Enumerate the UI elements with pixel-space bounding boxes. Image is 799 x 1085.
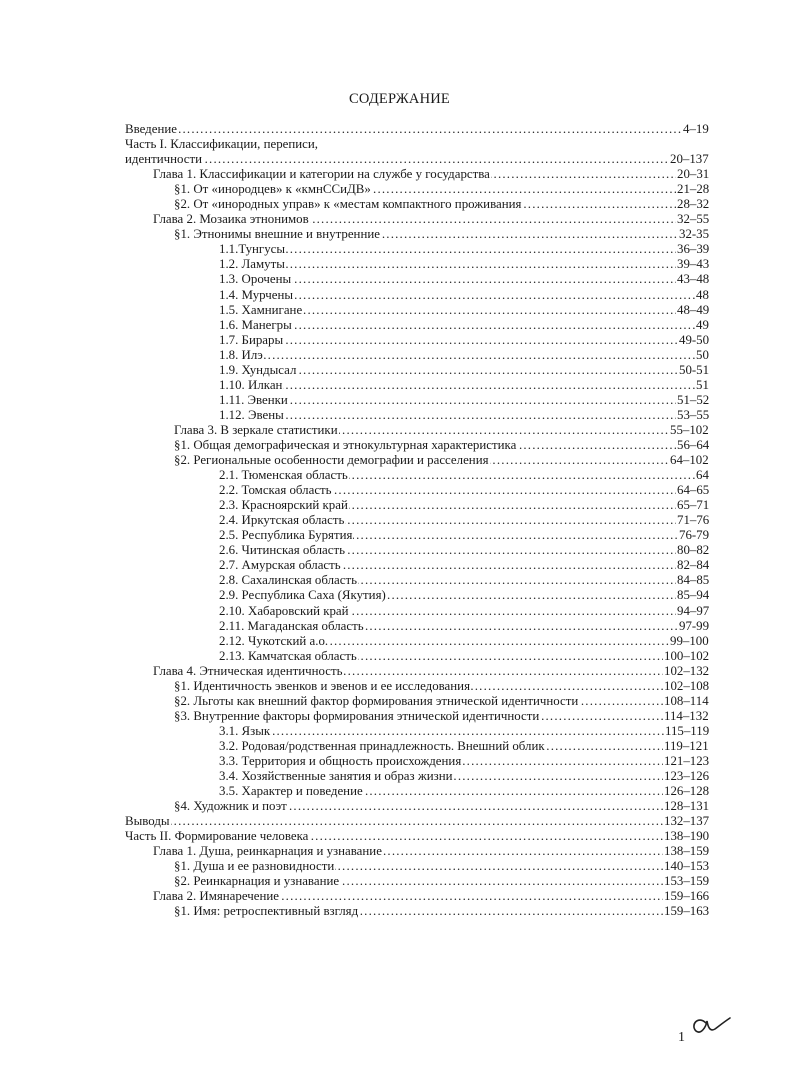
toc-entry-pages: 32–55 [677,212,710,227]
toc-entry-title: §1. Идентичность эвенков и эвенов и ее исследования [174,678,471,693]
toc-entry-pages: 49-50 [679,332,710,347]
toc-entry-title: 1.3. Орочены [219,272,292,287]
toc-entry-pages: 36–39 [677,242,710,257]
toc-entry [0,393,799,408]
toc-entry [0,724,799,739]
toc-entry [0,318,799,333]
toc-entry-title: 2.5. Республика Бурятия [219,528,353,543]
dot-leader [219,333,709,348]
dot-leader [219,393,709,408]
toc-entry-pages: 4–19 [683,122,709,136]
toc-entry-title: 2.6. Читинская область [219,543,345,558]
toc-entry-pages: 51 [696,377,709,392]
toc-entry-title: §2. Реинкарнация и узнавание [174,874,340,889]
toc-entry-title: 3.2. Родовая/родственная принадлежность. Внешний облик [219,738,545,753]
toc-entry-title: Часть I. Классификации, переписи, [125,137,318,152]
page-title: СОДЕРЖАНИЕ [349,91,450,107]
toc-entry-title: 2.7. Амурская область [219,558,341,573]
toc-entry-title: Глава 1. Душа, реинкарнация и узнавание [153,844,382,859]
toc-entry-pages: 140–153 [664,859,710,874]
toc-entry-pages: 85–94 [677,588,710,603]
toc-entry-pages: 64 [696,468,709,483]
toc-entry [0,588,799,603]
toc-entry [0,378,799,393]
toc-entry-pages: 108–114 [664,693,709,708]
toc-entry-title: Глава 3. В зеркале статистики [174,422,338,437]
toc-entry-pages: 159–163 [664,904,710,919]
toc-entry [0,122,799,137]
toc-entry-title: §2. Региональные особенности демографии и расселения [174,453,489,468]
toc-entry-pages: 20–31 [677,167,710,182]
toc-entry [0,739,799,754]
toc-entry-pages: 39–43 [677,257,710,272]
toc-entry-pages: 82–84 [677,558,710,573]
toc-entry-title: 2.4. Иркутская область [219,513,345,528]
toc-entry-pages: 71–76 [677,513,710,528]
dot-leader [125,152,709,167]
toc-entry-title: 1.10. Илкан [219,377,283,392]
toc-entry [0,889,799,904]
toc-entry [0,498,799,513]
toc-entry-pages: 138–190 [664,829,710,844]
toc-entry [0,197,799,212]
toc-entry-pages: 64–102 [670,453,709,468]
toc-entry-pages: 159–166 [664,889,710,904]
toc-entry-pages: 94–97 [677,603,710,618]
toc-entry [0,784,799,799]
toc-entry-title: 1.1.Тунгусы [219,242,286,257]
toc-entry-title: 2.2. Томская область [219,483,332,498]
toc-entry-title: 3.3. Территория и общность происхождения [219,753,462,768]
dot-leader [219,257,709,272]
dot-leader [125,122,709,137]
toc-entry-title: 1.2. Ламуты [219,257,285,272]
toc-entry-title: §1. Общая демографическая и этнокультурная характеристика [174,437,517,452]
toc-entry-title: 1.11. Эвенки [219,392,288,407]
toc-entry-title: 2.1. Тюменская область [219,468,348,483]
toc-entry-title: Введение [125,122,177,136]
toc-entry-pages: 50 [696,347,709,362]
toc-entry [0,408,799,423]
toc-entry-title: 1.5. Хамнигане [219,302,303,317]
toc-entry [0,288,799,303]
table-of-contents [0,122,799,919]
toc-entry-pages: 128–131 [664,799,710,814]
toc-entry [0,874,799,889]
dot-leader [219,348,709,363]
toc-entry-title: §2. От «инородных управ» к «местам компактного проживания [174,197,522,212]
toc-entry-pages: 102–108 [664,678,710,693]
toc-entry [0,664,799,679]
toc-entry [0,679,799,694]
toc-entry-pages: 65–71 [677,498,710,513]
toc-entry-title: 2.11. Магаданская область [219,618,364,633]
toc-entry-pages: 99–100 [670,633,709,648]
toc-entry-pages: 115–119 [665,723,710,738]
toc-entry-title: Часть II. Формирование человека [125,829,309,844]
toc-entry-pages: 28–32 [677,197,710,212]
toc-entry [0,438,799,453]
toc-entry [0,152,799,167]
toc-entry [0,257,799,272]
dot-leader [219,408,709,423]
toc-entry-pages: 55–102 [670,422,709,437]
toc-entry [0,859,799,874]
toc-entry [0,829,799,844]
toc-entry-title: §1. Душа и ее разновидности [174,859,335,874]
toc-entry [0,483,799,498]
toc-entry-pages: 32-35 [679,227,710,242]
toc-entry [0,303,799,318]
toc-entry [0,453,799,468]
toc-entry [0,212,799,227]
toc-entry-title: 1.8. Илэ [219,347,263,362]
toc-entry-pages: 20–137 [670,152,709,167]
toc-entry [0,468,799,483]
toc-entry [0,242,799,257]
toc-entry-title: 1.6. Манегры [219,317,292,332]
toc-entry [0,634,799,649]
toc-entry-pages: 50-51 [679,362,710,377]
toc-entry [0,528,799,543]
toc-entry-pages: 76-79 [679,528,710,543]
toc-entry-pages: 119–121 [664,738,709,753]
toc-entry [0,694,799,709]
toc-entry-pages: 51–52 [677,392,710,407]
toc-entry-pages: 102–132 [664,663,710,678]
toc-entry-title: §1. Этнонимы внешние и внутренние [174,227,380,242]
dot-leader [219,724,709,739]
toc-entry [0,137,799,152]
toc-entry [0,363,799,378]
toc-entry [0,227,799,242]
toc-entry-pages: 126–128 [664,784,710,799]
toc-entry-pages: 114–132 [664,708,709,723]
toc-entry [0,844,799,859]
toc-entry-title: 2.3. Красноярский край [219,498,348,513]
toc-entry [0,769,799,784]
toc-entry-title: 1.7. Бирары [219,332,284,347]
toc-entry-title: Глава 2. Мозаика этнонимов [153,212,309,227]
toc-entry [0,799,799,814]
toc-entry-pages: 132–137 [664,814,710,829]
toc-entry-pages: 64–65 [677,483,710,498]
toc-entry-title: 1.4. Мурчены [219,287,294,302]
toc-entry [0,814,799,829]
toc-entry-pages: 97-99 [679,618,710,633]
toc-entry-pages: 56–64 [677,437,710,452]
toc-entry [0,348,799,363]
toc-entry [0,619,799,634]
toc-entry-title: §4. Художник и поэт [174,799,287,814]
toc-entry [0,604,799,619]
toc-entry-title: 2.13. Камчатская область [219,648,357,663]
toc-entry [0,543,799,558]
toc-entry-title: 2.9. Республика Саха (Якутия) [219,588,386,603]
toc-entry [0,167,799,182]
toc-entry-title: идентичности [125,152,203,167]
toc-entry-title: 2.10. Хабаровский край [219,603,349,618]
toc-entry [0,709,799,724]
toc-entry [0,558,799,573]
toc-entry-title: Выводы [125,814,170,829]
toc-entry [0,272,799,287]
toc-entry-pages: 80–82 [677,543,710,558]
toc-entry [0,649,799,664]
toc-entry-title: §1. От «инородцев» к «кмнССиДВ» [174,182,371,197]
toc-entry-pages: 100–102 [664,648,710,663]
toc-entry-pages: 48 [696,287,709,302]
toc-entry-title: Глава 2. Имянаречение [153,889,279,904]
toc-entry [0,333,799,348]
dot-leader [219,272,709,287]
toc-entry-title: 3.4. Хозяйственные занятия и образ жизни [219,769,453,784]
toc-entry-pages: 138–159 [664,844,710,859]
toc-entry [0,513,799,528]
toc-entry-pages: 153–159 [664,874,710,889]
handwritten-mark-icon [688,1001,734,1041]
toc-entry-pages: 48–49 [677,302,710,317]
toc-entry-title: Глава 4. Этническая идентичность [153,663,343,678]
toc-entry-title: 2.12. Чукотский а.о. [219,633,329,648]
toc-entry-title: §2. Льготы как внешний фактор формирования этнической идентичности [174,693,579,708]
toc-entry-pages: 121–123 [664,753,710,768]
toc-entry-title: 1.9. Хундысал [219,362,297,377]
toc-entry-title: 3.1. Язык [219,723,271,738]
toc-entry-title: 2.8. Сахалинская область [219,573,357,588]
toc-entry-title: §3. Внутренние факторы формирования этнической идентичности [174,708,540,723]
toc-entry-title: 3.5. Характер и поведение [219,784,363,799]
toc-entry-pages: 53–55 [677,407,710,422]
toc-entry [0,423,799,438]
toc-entry-title: 1.12. Эвены [219,407,284,422]
dot-leader [219,242,709,257]
toc-entry-pages: 43–48 [677,272,710,287]
dot-leader [125,814,709,829]
page-number: 1 [678,1030,685,1045]
toc-entry-title: Глава 1. Классификации и категории на службе у государства [153,167,490,182]
toc-entry [0,182,799,197]
toc-entry [0,754,799,769]
toc-entry [0,573,799,588]
toc-entry-pages: 49 [696,317,709,332]
toc-entry-pages: 21–28 [677,182,710,197]
toc-entry-pages: 123–126 [664,769,710,784]
toc-entry-pages: 84–85 [677,573,710,588]
toc-entry-title: §1. Имя: ретроспективный взгляд [174,904,359,919]
toc-entry [0,904,799,919]
dot-leader [219,378,709,393]
